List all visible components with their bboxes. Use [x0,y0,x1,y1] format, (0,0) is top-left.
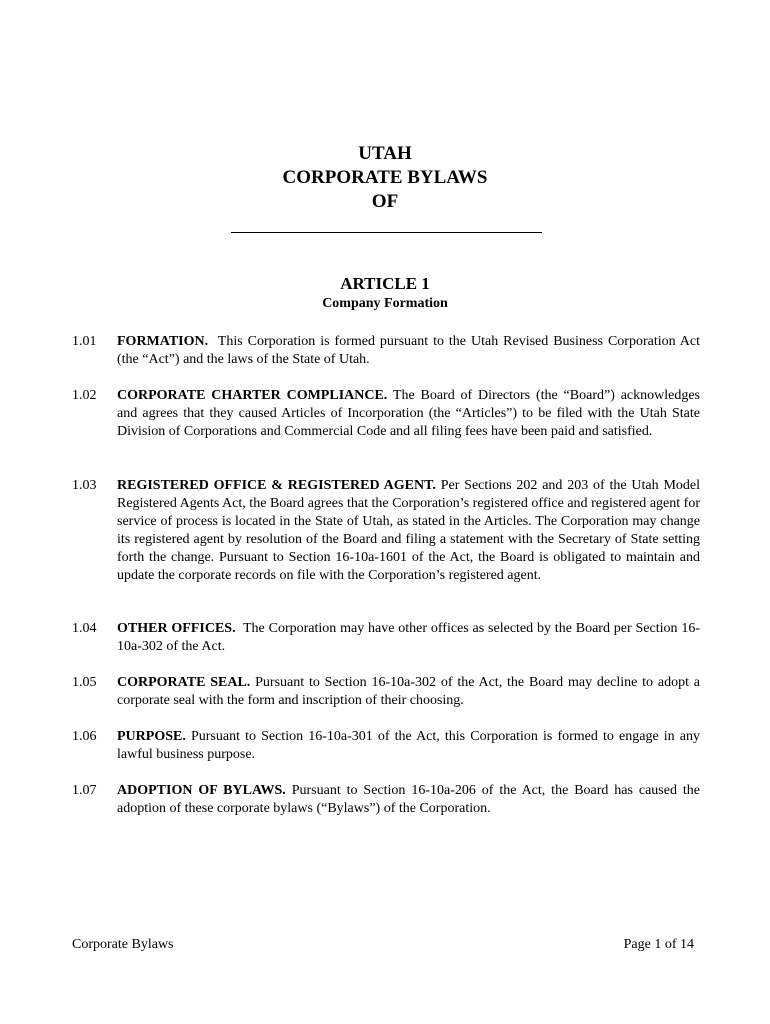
section-text: The Corporation may have other offices as selected by the Board per Section 16-10a-302 of the Act. [117,621,700,654]
section-body [117,387,700,441]
section-heading: CORPORATE CHARTER COMPLIANCE. [117,388,388,403]
section-heading: PURPOSE. [117,729,186,744]
section-1-03 [72,477,700,585]
section-heading: OTHER OFFICES. [117,621,236,636]
section-1-04 [72,620,700,656]
section-heading: REGISTERED OFFICE & REGISTERED AGENT. [117,478,436,493]
section-body [117,620,700,656]
section-text: Pursuant to Section 16-10a-302 of the Act, the Board may decline to adopt a corporate seal with the form and inscription of their choosing. [117,675,701,708]
section-1-05 [72,674,700,710]
section-text: The Board of Directors (the “Board”) acknowledges and agrees that they caused Articles of Incorporation (the “Articles”) to be filed with the Utah State Division of Corporations and Commercial Code and all filing fees have been paid and satisfied. [117,388,701,439]
section-text: This Corporation is formed pursuant to the Utah Revised Business Corporation Act (the “Act”) and the laws of the State of Utah. [117,334,700,367]
section-body [117,674,700,710]
section-1-01 [72,333,700,369]
title-state: UTAH [358,143,412,164]
section-number: 1.05 [72,675,97,690]
footer-page-number: Page 1 of 14 [623,937,694,952]
section-text: Pursuant to Section 16-10a-301 of the Act, this Corporation is formed to engage in any lawful business purpose. [117,729,700,762]
section-number: 1.06 [72,729,97,744]
footer-document-name: Corporate Bylaws [72,937,174,952]
section-1-07 [72,782,700,818]
section-heading: ADOPTION OF BYLAWS. [117,783,286,798]
section-text: Per Sections 202 and 203 of the Utah Model Registered Agents Act, the Board agrees that the Corporation’s registered office and registered agent for service of process is located in the State of Utah, as stated in the Articles. The Corporation may change its registered agent by resolution of the Board and filing a statement with the Secretary of State setting forth the change. Pursuant to Section 16-10a-1601 of the Act, the Board is obligated to maintain and update the corporate records on file with the Corporation’s registered agent. [117,478,700,583]
title-of: OF [371,191,399,212]
section-body [117,333,700,369]
section-number: 1.03 [72,478,97,493]
article-subheading: Company Formation [322,296,448,311]
section-number: 1.01 [72,334,97,349]
section-1-02 [72,387,700,441]
section-1-06 [72,728,700,764]
section-heading: CORPORATE SEAL. [117,675,251,690]
company-name-blank [231,232,542,233]
section-heading: FORMATION. [117,334,209,349]
section-body [117,728,700,764]
document-title [0,142,770,214]
section-text: Pursuant to Section 16-10a-206 of the Act, the Board has caused the adoption of these corporate bylaws (“Bylaws”) of the Corporation. [117,783,700,816]
section-number: 1.07 [72,783,97,798]
article-heading: ARTICLE 1 [340,274,430,293]
section-body [117,477,700,585]
title-main: CORPORATE BYLAWS [282,167,488,188]
section-body [117,782,700,818]
section-number: 1.02 [72,388,97,403]
section-number: 1.04 [72,621,97,636]
